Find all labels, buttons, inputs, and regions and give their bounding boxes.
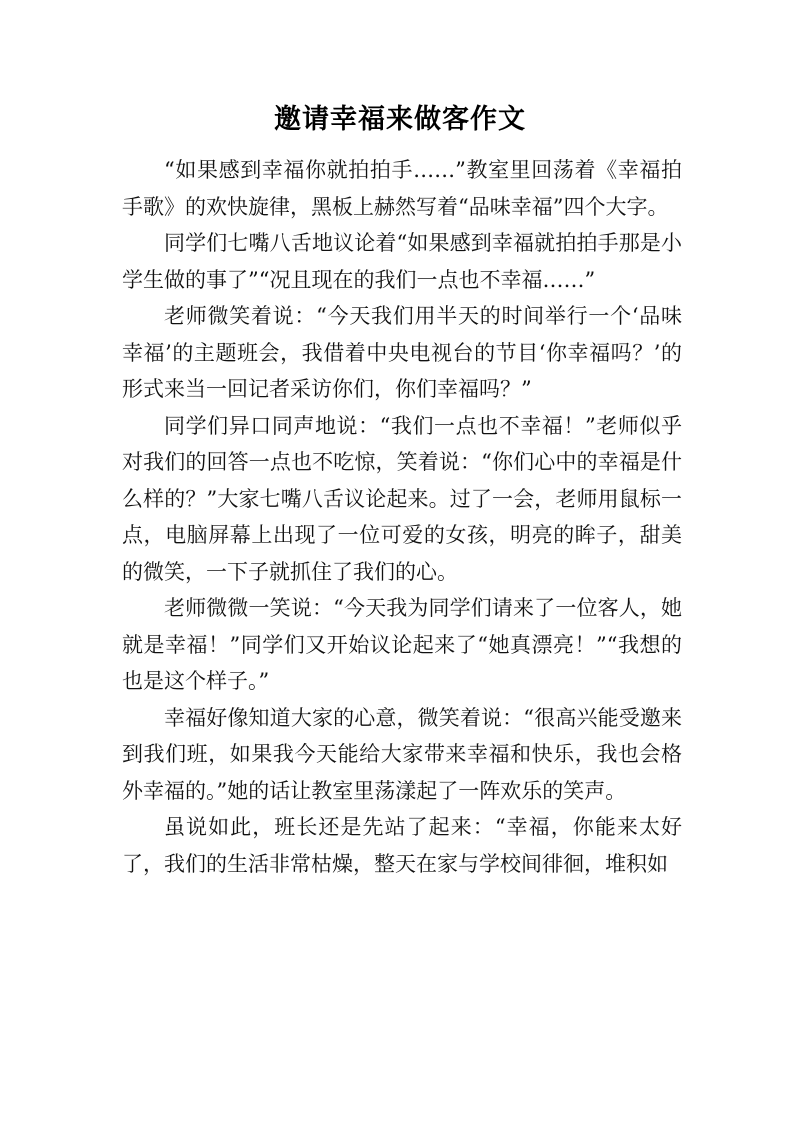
- paragraph: 虽说如此，班长还是先站了起来：“幸福，你能来太好了，我们的生活非常枯燥，整天在家与学校间徘徊，堆积如: [122, 815, 682, 876]
- paragraph: 老师微笑着说：“今天我们用半天的时间举行一个‘品味幸福’的主题班会，我借着中央电视台的节目‘你幸福吗？’的形式来当一回记者采访你们，你们幸福吗？”: [122, 304, 682, 401]
- document-title: 邀请幸福来做客作文: [274, 104, 526, 135]
- paragraph: 幸福好像知道大家的心意，微笑着说：“很高兴能受邀来到我们班，如果我今天能给大家带来幸福和快乐，我也会格外幸福的。”她的话让教室里荡漾起了一阵欢乐的笑声。: [122, 705, 682, 803]
- paragraph: 老师微微一笑说：“今天我为同学们请来了一位客人，她就是幸福！”同学们又开始议论起来了“她真漂亮！”“我想的也是这个样子。”: [122, 596, 682, 693]
- paragraph: “如果感到幸福你就拍拍手……”教室里回荡着《幸福拍手歌》的欢快旋律，黑板上赫然写着“品味幸福”四个大字。: [122, 158, 682, 219]
- paragraph: 同学们异口同声地说：“我们一点也不幸福！”老师似乎对我们的回答一点也不吃惊，笑着说：“你们心中的幸福是什么样的？”大家七嘴八舌议论起来。过了一会，老师用鼠标一点，电脑屏幕上出现了一位可爱的女孩，明亮的眸子，甜美的微笑，一下子就抓住了我们的心。: [122, 413, 682, 584]
- paragraph: 同学们七嘴八舌地议论着“如果感到幸福就拍拍手那是小学生做的事了”“况且现在的我们一点也不幸福……”: [122, 231, 682, 292]
- document-body: [122, 152, 682, 882]
